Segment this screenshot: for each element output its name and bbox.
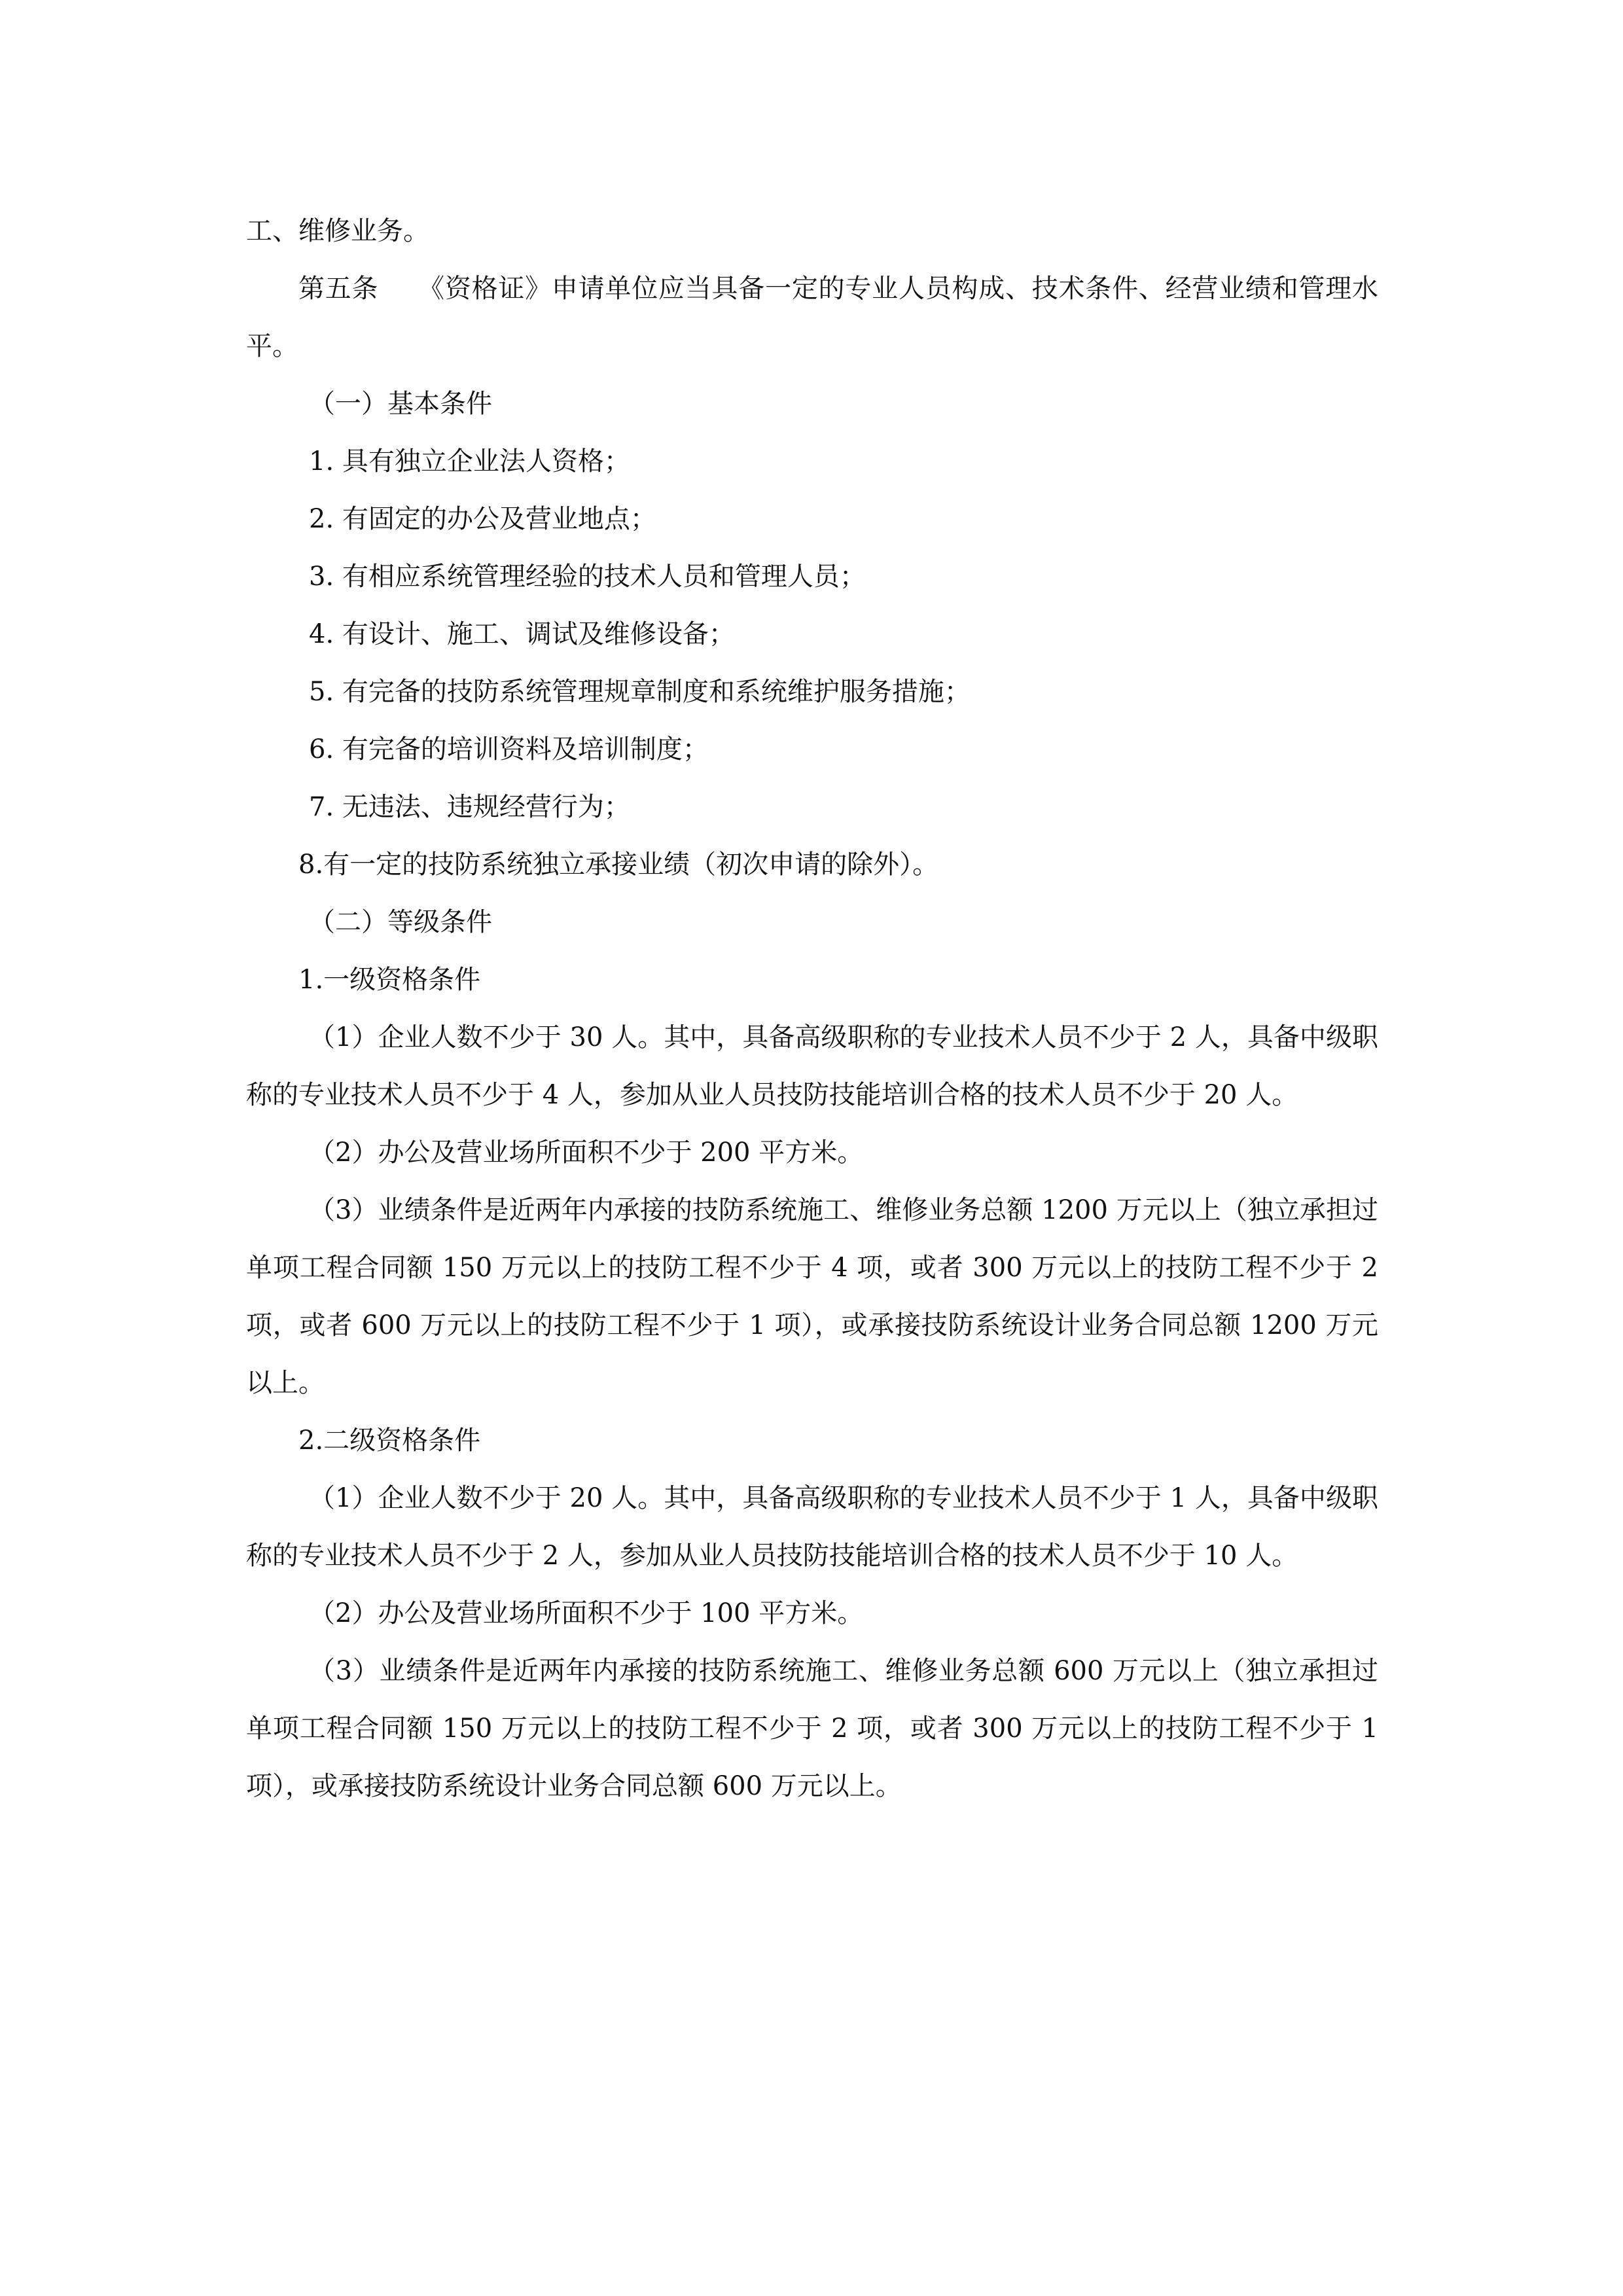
document-body bbox=[246, 202, 1378, 1815]
grade-2-item-1: （1）企业人数不少于 20 人。其中，具备高级职称的专业技术人员不少于 1 人，具备中级职称的专业技术人员不少于 2 人，参加从业人员技防技能培训合格的技术人员不少于 10 人。 bbox=[246, 1483, 1378, 1571]
grade-1-item-3: （3）业绩条件是近两年内承接的技防系统施工、维修业务总额 1200 万元以上（独立承担过单项工程合同额 150 万元以上的技防工程不少于 4 项，或者 300 万元以上的技防工程不少于 2 项，或者 600 万元以上的技防工程不少于 1 项），或承接技防系统设计业务合同总额 1200 万元以上。 bbox=[246, 1195, 1378, 1398]
list-item-5: 5. 有完备的技防系统管理规章制度和系统维护服务措施； bbox=[309, 677, 971, 707]
list-item-7: 7. 无违法、违规经营行为； bbox=[309, 792, 630, 822]
list-item-2: 2. 有固定的办公及营业地点； bbox=[309, 504, 656, 534]
list-item-6: 6. 有完备的培训资料及培训制度； bbox=[309, 734, 709, 764]
grade-1-item-2: （2）办公及营业场所面积不少于 200 平方米。 bbox=[309, 1138, 864, 1168]
grade-1-item-1: （1）企业人数不少于 30 人。其中，具备高级职称的专业技术人员不少于 2 人，具备中级职称的专业技术人员不少于 4 人，参加从业人员技防技能培训合格的技术人员不少于 20 人。 bbox=[246, 1022, 1378, 1110]
paragraph-continuation: 工、维修业务。 bbox=[246, 216, 429, 246]
heading-basic-conditions: （一）基本条件 bbox=[309, 389, 492, 419]
article-text: 《资格证》申请单位应当具备一定的专业人员构成、技术条件、经营业绩和管理水平。 bbox=[246, 274, 1379, 361]
grade-2-item-2: （2）办公及营业场所面积不少于 100 平方米。 bbox=[309, 1598, 864, 1628]
heading-grade-2: 2.二级资格条件 bbox=[298, 1426, 481, 1456]
list-item-3: 3. 有相应系统管理经验的技术人员和管理人员； bbox=[309, 562, 866, 592]
heading-grade-1: 1.一级资格条件 bbox=[298, 965, 481, 995]
paragraph-article-5 bbox=[246, 260, 1378, 375]
list-item-1: 1. 具有独立企业法人资格； bbox=[309, 446, 630, 476]
grade-2-item-3: （3）业绩条件是近两年内承接的技防系统施工、维修业务总额 600 万元以上（独立承担过单项工程合同额 150 万元以上的技防工程不少于 2 项，或者 300 万元以上的技防工程不少于 1 项），或承接技防系统设计业务合同总额 600 万元以上。 bbox=[246, 1656, 1378, 1801]
article-label: 第五条 bbox=[298, 274, 379, 304]
heading-grade-conditions: （二）等级条件 bbox=[309, 907, 492, 937]
list-item-8: 8.有一定的技防系统独立承接业绩（初次申请的除外）。 bbox=[298, 850, 939, 880]
list-item-4: 4. 有设计、施工、调试及维修设备； bbox=[309, 619, 735, 649]
